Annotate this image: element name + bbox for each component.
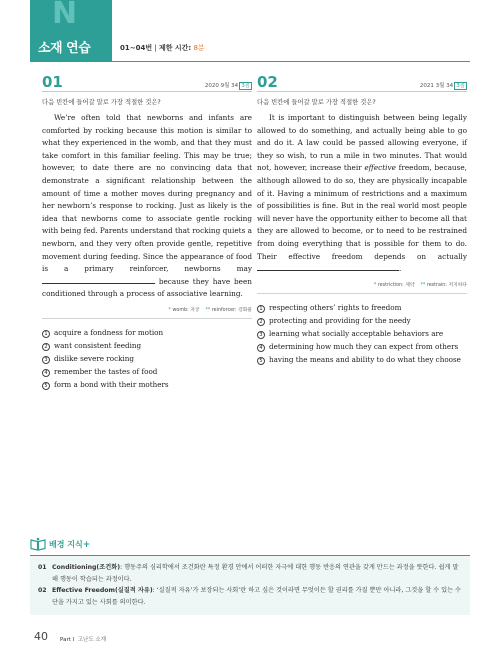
option-number: 1 [257, 305, 265, 313]
background-title: 배경 지식+ [49, 540, 91, 550]
question-range: 01~04번 [120, 44, 153, 52]
option-number: 3 [257, 331, 265, 339]
section-title: 소재 연습 [38, 41, 91, 56]
question-header [42, 74, 252, 92]
option-number: 2 [42, 343, 50, 351]
option-number: 4 [42, 369, 50, 377]
option-1[interactable]: 1 acquire a fondness for motion [42, 326, 252, 339]
option-4[interactable]: 4 determining how much they can expect from others [257, 340, 467, 353]
footer-part: Part Ⅰ 고난도 소재 [60, 637, 107, 643]
header-separator: | [152, 44, 159, 52]
option-number: 4 [257, 344, 265, 352]
plus-icon: + [82, 540, 91, 550]
answer-options [257, 301, 467, 366]
option-2[interactable]: 2 want consistent feeding [42, 339, 252, 352]
glossary-item: restriction: 제약 [377, 282, 415, 288]
option-number: 3 [42, 356, 50, 364]
glossary-item: restrain: 저지하다 [426, 282, 467, 288]
options-divider [42, 318, 252, 319]
passage: It is important to distinguish between being legally allowed to do something, and actually being able to go and do it. A law could be passed allowing everyone, if they so wish, to run a mile in two minutes. That would not, however, increase their effective freedom, because, although allowed to do so, they are physically incapable of it. Having a minimum of restrictions and a maximum of possibilities is fine. But in the real world most people will never have the opportunity either to become all that they are allowed to become, or to need to be restrained from doing everything that is possible for them to do. Their effective freedom depends on actually . [257, 113, 467, 274]
option-3[interactable]: 3 dislike severe rocking [42, 352, 252, 365]
item-number: 02 [38, 587, 47, 594]
option-5[interactable]: 5 having the means and ability to do what they choose [257, 353, 467, 366]
option-number: 2 [257, 318, 265, 326]
time-limit-value: 8분 [193, 44, 205, 52]
question-header [257, 74, 467, 92]
points-tag: 3점 [456, 83, 465, 89]
italic-term: effective [364, 163, 396, 173]
option-3[interactable]: 3 learning what socially acceptable behaviors are [257, 327, 467, 340]
glossary-item: reinforcer: 강화물 [211, 307, 252, 313]
glossary-item: womb: 자궁 [172, 307, 200, 313]
tab-letter: N [52, 0, 78, 31]
time-limit-label: 제한 시간: [158, 44, 192, 52]
option-number: 5 [42, 382, 50, 390]
option-number: 1 [42, 330, 50, 338]
page-number: 40 [34, 630, 48, 643]
option-1[interactable]: 1 respecting others’ rights to freedom [257, 301, 467, 314]
glossary: * restriction: 제약 ** restrain: 저지하다 [373, 282, 467, 288]
background-box [30, 555, 470, 615]
question-source: 2021 3월 34 3점 [419, 83, 465, 89]
question-number: 02 [257, 73, 278, 91]
options-divider [257, 293, 467, 294]
item-term: Effective Freedom(실질적 자유) [52, 587, 153, 594]
option-2[interactable]: 2 protecting and providing for the needy [257, 314, 467, 327]
question-source: 2020 9월 34 3점 [204, 83, 250, 89]
question-01 [42, 74, 252, 391]
item-number: 01 [38, 564, 47, 571]
header-meta [120, 43, 205, 53]
option-4[interactable]: 4 remember the tastes of food [42, 365, 252, 378]
passage: We’re often told that newborns and infants are comforted by rocking because this motion is similar to what they experienced in the womb, and that they must take comfort in this familiar feeling. This may be true; however, to date there are no convincing data that demonstrate a significant relationship between the amount of time a mother moves during pregnancy and her newborn’s response to rocking. Just as likely is the idea that newborns come to associate gentle rocking with being fed. Parents understand that rocking quiets a newborn, and they very often provide gentle, repetitive movement during feeding. Since the appearance of food is a primary reinforcer, newborns may because they have been conditioned through a process of associative learning. [42, 113, 252, 299]
question-number: 01 [42, 73, 63, 91]
option-5[interactable]: 5 form a bond with their mothers [42, 378, 252, 391]
background-item: 02 Effective Freedom(실질적 자유): ‘실질적 자유’가 보장되는 사회’란 하고 싶은 것이라면 무엇이든 할 권리를 가질 뿐만 아니라, 그것을 할 수 있는 수단을 가지고 있는 사회를 의미한다. [38, 587, 462, 606]
open-book-icon [30, 537, 46, 551]
answer-options [42, 326, 252, 391]
answer-blank [257, 263, 399, 271]
item-term: Conditioning(조건화) [52, 564, 121, 571]
question-prompt: 다음 빈칸에 들어갈 말로 가장 적절한 것은? [42, 99, 161, 106]
background-knowledge-heading [30, 536, 140, 554]
answer-blank [42, 276, 155, 284]
glossary: * womb: 자궁 ** reinforcer: 강화물 [168, 307, 252, 313]
header-divider [112, 61, 470, 62]
question-02 [257, 74, 467, 366]
points-tag: 3점 [241, 83, 250, 89]
option-number: 5 [257, 357, 265, 365]
question-prompt: 다음 빈칸에 들어갈 말로 가장 적절한 것은? [257, 99, 376, 106]
background-item: 01 Conditioning(조건화): 행동주의 심리학에서 조건화란 특정 환경 안에서 어떠한 자극에 대한 행동 반응의 연관을 갖게 만드는 과정을 뜻한다. 쉽게 말해 행동이 학습되는 과정이다. [38, 564, 459, 583]
